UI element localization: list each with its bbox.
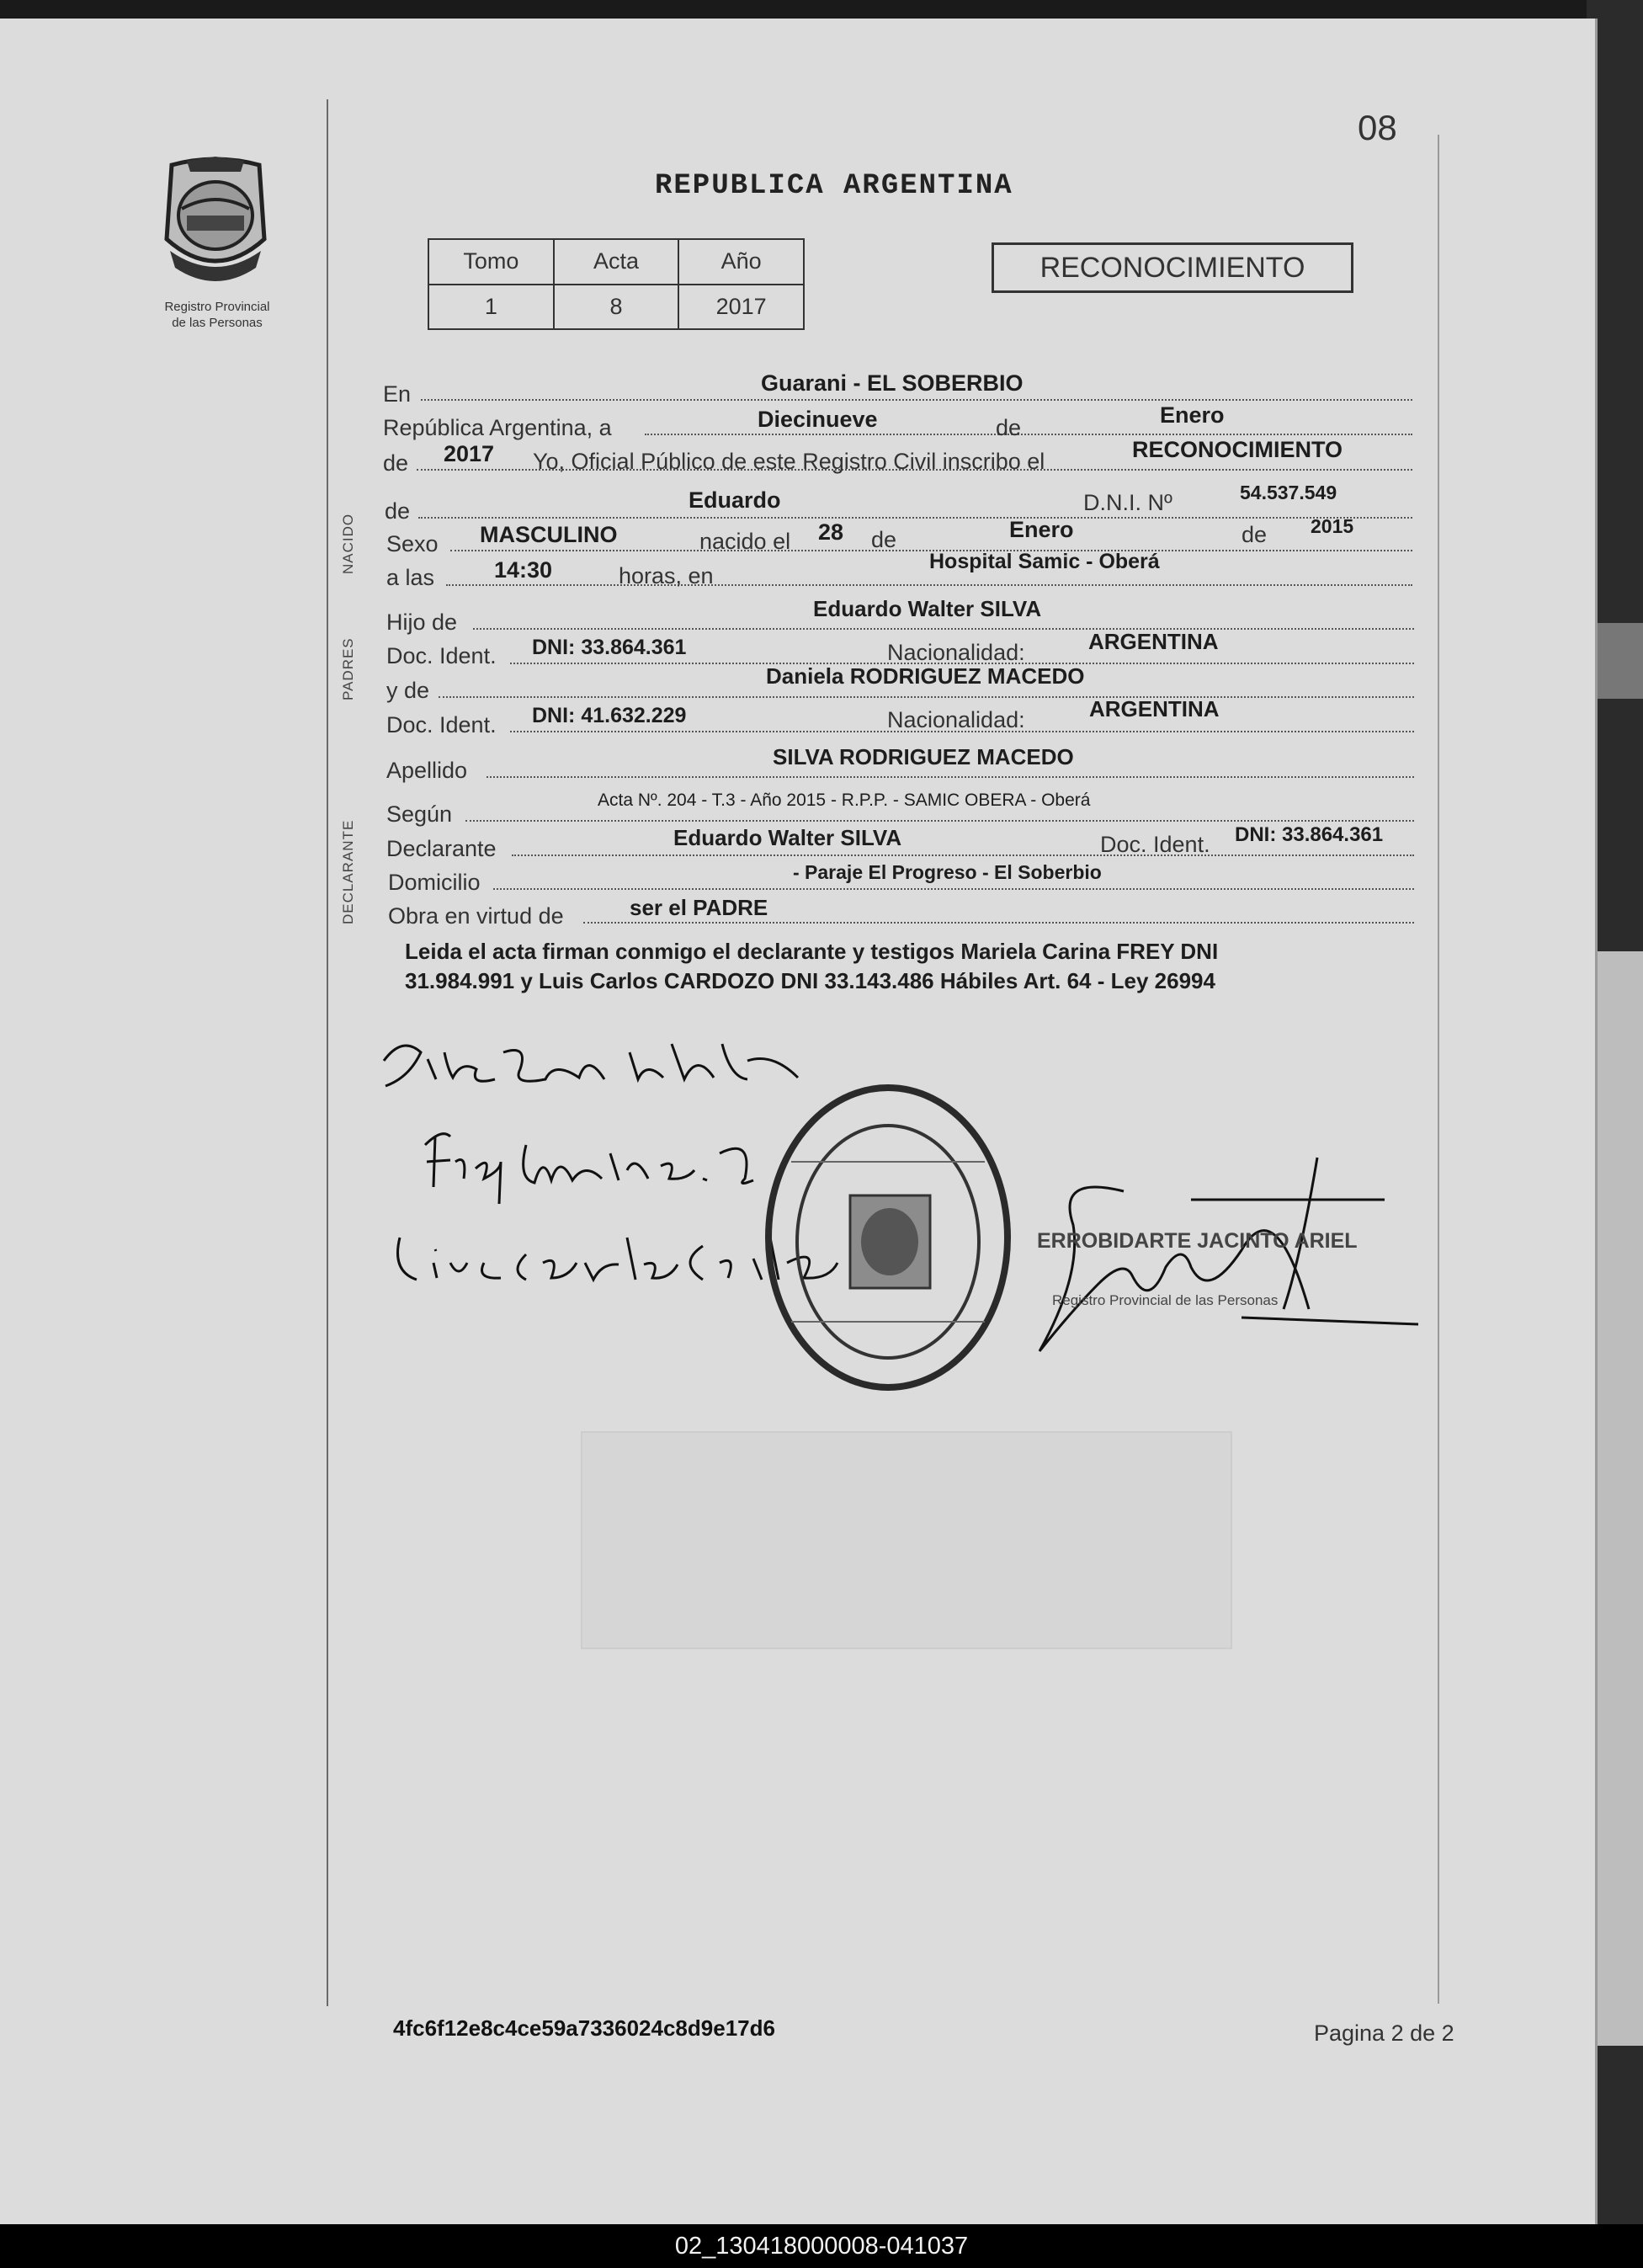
field-sex: MASCULINO: [480, 522, 618, 547]
document-hash: 4fc6f12e8c4ce59a7336024c8d9e17d6: [393, 2015, 775, 2041]
field-day: Diecinueve: [758, 407, 878, 432]
label-de: de: [871, 527, 897, 552]
label-en: En: [383, 381, 412, 407]
field-birth-month: Enero: [1009, 517, 1074, 542]
field-name: Eduardo: [689, 487, 781, 513]
officer-stamp-subtitle: Registro Provincial de las Personas: [1052, 1292, 1279, 1308]
registry-label-line: Registro Provincial: [164, 300, 270, 314]
signature-officer: [1023, 1141, 1427, 1376]
dotted-line: [473, 628, 1414, 630]
officer-stamp-name: ERROBIDARTE JACINTO ARIEL: [1037, 1229, 1358, 1253]
ref-value-ano: 2017: [678, 285, 804, 330]
dotted-line: [583, 922, 1414, 924]
field-address: - Paraje El Progreso - El Soberbio: [793, 861, 1102, 883]
registry-label-line: de las Personas: [172, 316, 263, 330]
label-sexo: Sexo: [386, 531, 439, 556]
ref-header-ano: Año: [678, 239, 804, 285]
field-father-nationality: ARGENTINA: [1088, 629, 1219, 654]
dotted-line: [512, 854, 1414, 856]
label-segun: Según: [386, 801, 453, 827]
page-title: REPUBLICA ARGENTINA: [655, 170, 1013, 202]
dotted-line: [465, 820, 1414, 822]
field-mother-nationality: ARGENTINA: [1089, 696, 1220, 721]
label-declarante: Declarante: [386, 836, 497, 861]
label-nacionalidad: Nacionalidad:: [887, 640, 1025, 665]
field-place: Guarani - EL SOBERBIO: [761, 370, 1024, 396]
section-label-nacido: NACIDO: [340, 513, 356, 574]
ref-value-acta: 8: [554, 285, 679, 330]
signature-declarant: [377, 1027, 815, 1103]
closing-line: 31.984.991 y Luis Carlos CARDOZO DNI 33.143.486 Hábiles Art. 64 - Ley 26994: [405, 968, 1215, 993]
field-mother-doc: DNI: 41.632.229: [532, 704, 687, 727]
label-doc: Doc. Ident.: [1100, 832, 1210, 857]
dotted-line: [493, 888, 1414, 890]
label-doc: Doc. Ident.: [386, 643, 497, 668]
field-month: Enero: [1160, 402, 1225, 428]
field-dni: 54.537.549: [1240, 482, 1337, 503]
signature-witness-frey: [417, 1120, 787, 1212]
label-apellido: Apellido: [386, 758, 468, 783]
scan-id: 02_130418000008-041037: [674, 2233, 969, 2260]
field-declarant: Eduardo Walter SILVA: [673, 825, 902, 850]
label-horas: horas, en: [619, 563, 714, 588]
label-hijo: Hijo de: [386, 610, 458, 635]
label-republica: República Argentina, a: [383, 415, 612, 440]
section-label-padres: PADRES: [340, 637, 356, 700]
official-stamp-icon: [758, 1069, 1018, 1398]
closing-line: Leida el acta firman conmigo el declarante y testigos Mariela Carina FREY DNI: [405, 939, 1219, 964]
faded-watermark-block: [581, 1431, 1232, 1649]
field-birth-time: 14:30: [494, 557, 553, 583]
field-reason: ser el PADRE: [630, 895, 768, 920]
field-birth-day: 28: [818, 519, 844, 545]
registry-label: [133, 299, 301, 331]
field-birth-place: Hospital Samic - Oberá: [929, 550, 1160, 573]
field-father: Eduardo Walter SILVA: [813, 596, 1042, 621]
label-alas: a las: [386, 565, 435, 590]
ref-header-tomo: Tomo: [428, 239, 554, 285]
dotted-line: [487, 776, 1414, 778]
record-reference-table: [428, 238, 805, 330]
provincial-seal-icon: [153, 157, 278, 290]
closing-statement: [405, 937, 1406, 996]
field-mother: Daniela RODRIGUEZ MACEDO: [766, 663, 1085, 689]
field-birth-year: 2015: [1311, 515, 1354, 537]
label-nacionalidad: Nacionalidad:: [887, 707, 1025, 732]
label-nacido: nacido el: [699, 529, 791, 554]
label-de: de: [1242, 522, 1268, 547]
margin-rule: [1438, 135, 1439, 2004]
label-obra: Obra en virtud de: [388, 903, 564, 929]
act-type-box: RECONOCIMIENTO: [992, 242, 1353, 293]
section-label-declarante: DECLARANTE: [340, 819, 356, 924]
dotted-line: [439, 696, 1414, 698]
field-declarant-doc: DNI: 33.864.361: [1235, 823, 1384, 846]
field-source: Acta Nº. 204 - T.3 - Año 2015 - R.P.P. - SAMIC OBERA - Oberá: [598, 791, 1091, 810]
margin-rule: [327, 99, 328, 2006]
label-de: de: [996, 415, 1022, 440]
label-yde: y de: [386, 678, 430, 703]
label-doc: Doc. Ident.: [386, 712, 497, 737]
field-year: 2017: [444, 441, 495, 466]
dotted-line: [418, 517, 1412, 519]
pagination: Pagina 2 de 2: [1314, 2020, 1454, 2046]
label-dni: D.N.I. Nº: [1083, 490, 1172, 515]
dotted-line: [446, 584, 1412, 586]
scan-id-bar: [0, 2224, 1643, 2268]
field-father-doc: DNI: 33.864.361: [532, 636, 687, 659]
label-de: de: [385, 498, 411, 524]
ref-header-acta: Acta: [554, 239, 679, 285]
field-surname: SILVA RODRIGUEZ MACEDO: [773, 744, 1074, 769]
field-act-inscribed: RECONOCIMIENTO: [1132, 437, 1343, 462]
registry-phrase: Yo, Oficial Público de este Registro Civil inscribo el: [533, 449, 1045, 474]
label-de: de: [383, 450, 409, 476]
ref-value-tomo: 1: [428, 285, 554, 330]
dotted-line: [421, 399, 1412, 401]
label-domicilio: Domicilio: [388, 870, 481, 895]
sheet-number: 08: [1358, 108, 1397, 147]
dotted-line: [645, 434, 1412, 435]
